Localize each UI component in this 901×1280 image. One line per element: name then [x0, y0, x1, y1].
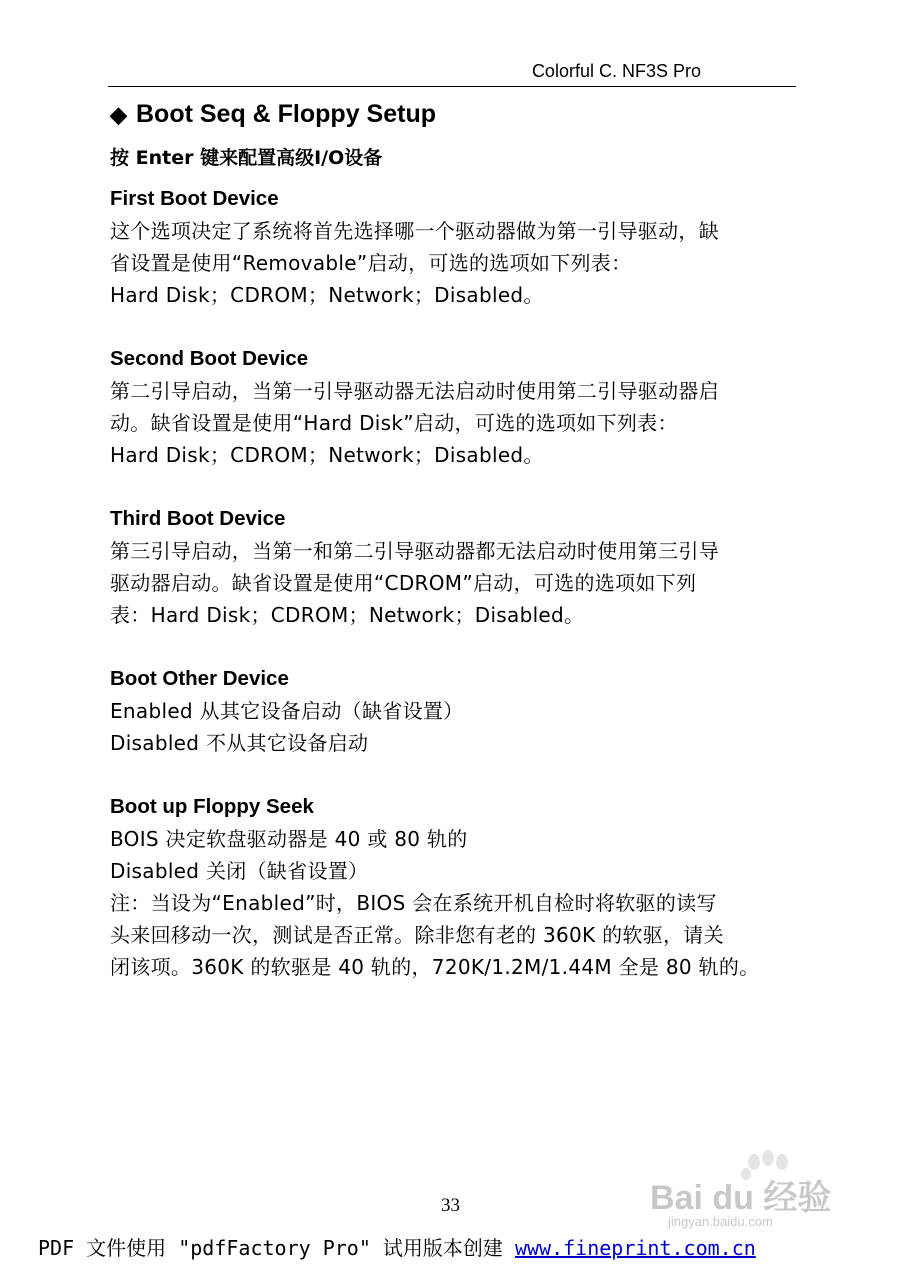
section-heading: First Boot Device [110, 187, 279, 210]
footer-link[interactable]: www.fineprint.com.cn [514, 1236, 756, 1260]
section-heading: Boot Other Device [110, 667, 289, 690]
title-text: Boot Seq & Floppy Setup [136, 100, 436, 128]
section-line: Disabled 不从其它设备启动 [110, 731, 369, 755]
section-line: 省设置是使用“Removable”启动，可选的选项如下列表： [110, 251, 632, 275]
intro-line: 按 Enter 键来配置高级I/O设备 [110, 147, 383, 169]
section-line: Disabled 关闭（缺省设置） [110, 859, 369, 883]
footer-text: PDF 文件使用 "pdfFactory Pro" 试用版本创建 [38, 1236, 515, 1260]
page-number: 33 [441, 1195, 460, 1216]
page-header: Colorful C. NF3S Pro [531, 61, 701, 81]
section-line: 动。缺省设置是使用“Hard Disk”启动，可选的选项如下列表： [110, 411, 678, 435]
pdf-footer [38, 1232, 756, 1261]
watermark-text: Bai du 经验 [650, 1179, 832, 1217]
section-line: 闭该项。360K 的软驱是 40 轨的，720K/1.2M/1.44M 全是 80 轨的。 [110, 955, 760, 979]
section-line: Hard Disk；CDROM；Network；Disabled。 [110, 443, 544, 467]
section-heading: Third Boot Device [110, 507, 286, 530]
section-heading: Boot up Floppy Seek [110, 795, 314, 818]
section-line: 头来回移动一次，测试是否正常。除非您有老的 360K 的软驱，请关 [110, 923, 724, 947]
section-line: Hard Disk；CDROM；Network；Disabled。 [110, 283, 544, 307]
section-line: 驱动器启动。缺省设置是使用“CDROM”启动，可选的选项如下列 [110, 571, 697, 595]
section-line: 这个选项决定了系统将首先选择哪一个驱动器做为第一引导驱动，缺 [110, 219, 719, 243]
watermark-url: jingyan.baidu.com [668, 1214, 773, 1229]
diamond-bullet-icon: ◆ [110, 102, 127, 127]
content [110, 183, 800, 983]
section-line: 第三引导启动，当第一和第二引导驱动器都无法启动时使用第三引导 [110, 539, 719, 563]
section-line: BOIS 决定软盘驱动器是 40 或 80 轨的 [110, 827, 468, 851]
section-line: 表：Hard Disk；CDROM；Network；Disabled。 [110, 603, 585, 627]
section-line: Enabled 从其它设备启动（缺省设置） [110, 699, 464, 723]
section-heading: Second Boot Device [110, 347, 309, 370]
section-line: 第二引导启动，当第一引导驱动器无法启动时使用第二引导驱动器启 [110, 379, 719, 403]
header-rule [108, 86, 796, 87]
page-title [110, 100, 436, 129]
section-line: 注：当设为“Enabled”时，BIOS 会在系统开机自检时将软驱的读写 [110, 891, 717, 915]
